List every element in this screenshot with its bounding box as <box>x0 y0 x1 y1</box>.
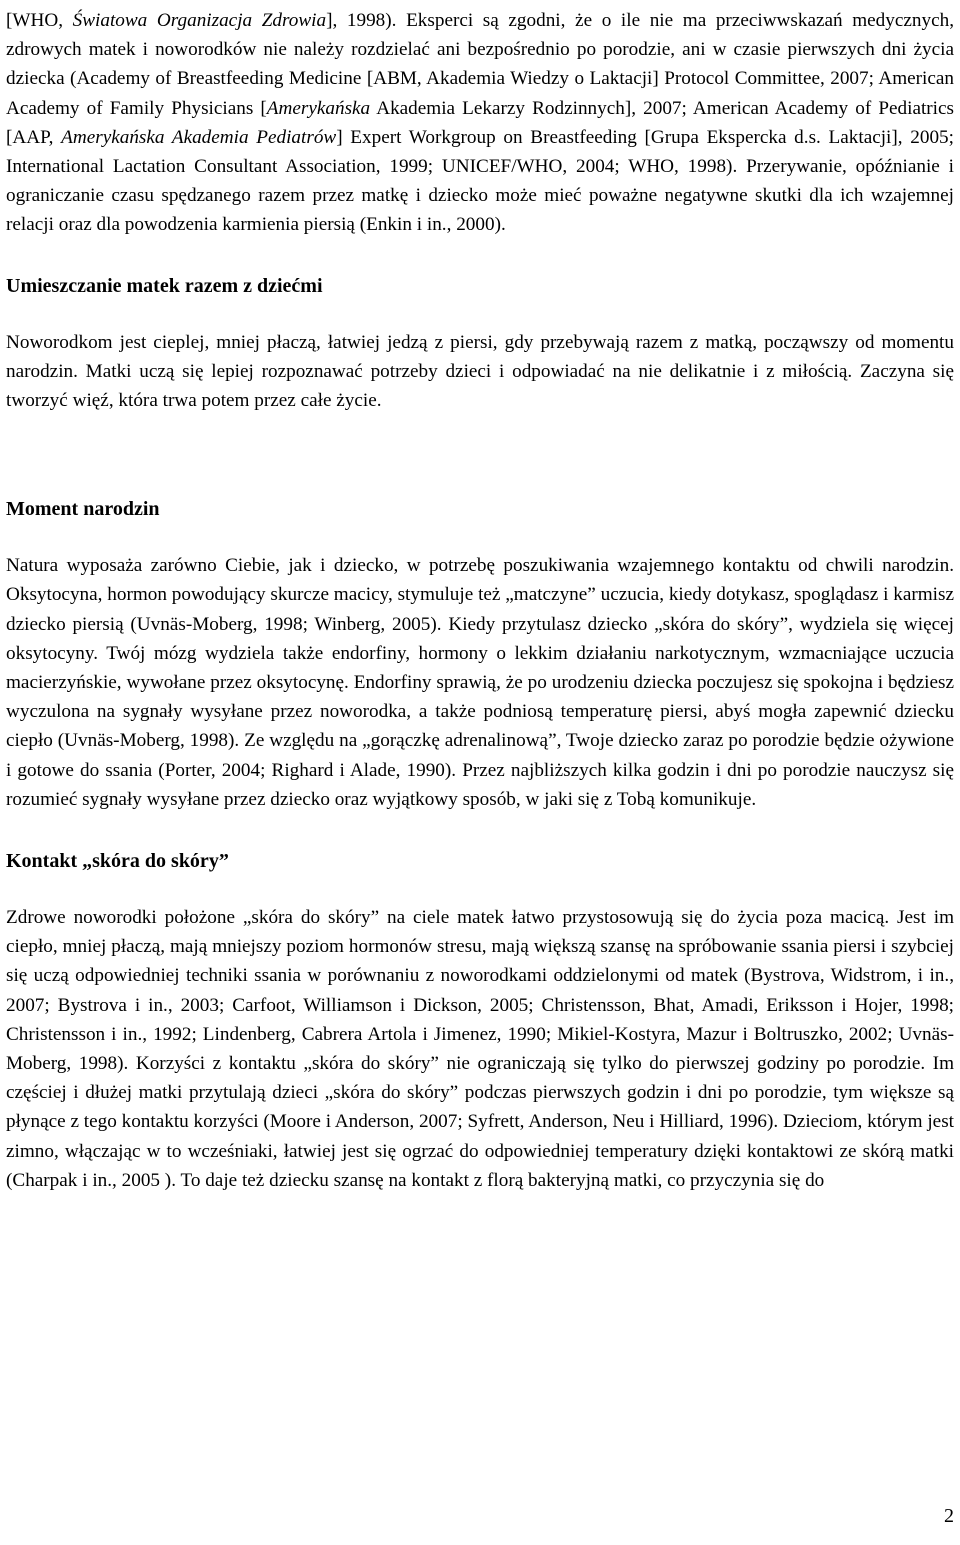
text-run: [WHO, <box>6 10 73 31</box>
document-page <box>6 6 954 1195</box>
text-run: ] Expert Workgroup on Breastfeeding [Grupa Ekspercka d.s. Laktacji], 2005; International Lactation Consultant Association, 1999; UNICEF/WHO, 2004; WHO, 1998). Przerywanie, opóźnianie i ograniczanie czasu spędzanego razem przez matkę i dziecko może mieć poważne negatywne skutki dla ich wzajemnej relacji oraz dla powodzenia karmienia piersią (Enkin i in., 2000). <box>6 126 954 236</box>
section-heading-skin-to-skin: Kontakt „skóra do skóry” <box>6 850 229 873</box>
section-paragraph-rooming-in: Noworodkom jest cieplej, mniej płaczą, łatwiej jedzą z piersi, gdy przebywają razem z matką, począwszy od momentu narodzin. Matki uczą się lepiej rozpoznawać potrzeby dzieci i odpowiadać na nie delikatnie i z miłością. Zaczyna się tworzyć więź, która trwa potem przez całe życie. <box>6 331 954 412</box>
italic-run: Amerykańska Akademia Pediatrów <box>61 126 337 148</box>
italic-run: Amerykańska <box>266 97 371 119</box>
italic-run: Światowa Organizacja Zdrowia <box>72 10 327 31</box>
text-run: ], 1998). Eksperci są zgodni, że o ile nie ma przeciwwskazań medycznych, zdrowych matek i noworodków nie należy rozdzielać ani bezpośrednio po porodzie, ani w czasie pierwszych dni życia dziecka (Academy of Breastfeeding Medicine [ABM, Akademia Wiedzy o Laktacji] Protocol Committee, 2007; American Academy of Family Physicians [ <box>6 10 954 119</box>
section-heading-rooming-in: Umieszczanie matek razem z dziećmi <box>6 274 323 297</box>
section-paragraph-skin-to-skin: Zdrowe noworodki położone „skóra do skóry” na ciele matek łatwo przystosowują się do życia poza macicą. Jest im ciepło, mniej płaczą, mają mniejszy poziom hormonów stresu, mają większą szansę na spróbowanie ssania piersi i szybciej się uczą odpowiedniej techniki ssania w porównaniu z noworodkami oddzielonymi od matek (Bystrova, Widstrom, i in., 2007; Bystrova i in., 2003; Carfoot, Williamson i Dickson, 2005; Christensson, Bhat, Amadi, Eriksson i Hojer, 1998; Christensson i in., 1992; Lindenberg, Cabrera Artola i Jimenez, 1990; Mikiel-Kostyra, Mazur i Boltruszko, 2002; Uvnäs-Moberg, 1998). Korzyści z kontaktu „skóra do skóry” nie ograniczają się tylko do pierwszej godziny po porodzie. Im częściej i dłużej matki przytulają dzieci „skóra do skóry” podczas pierwszych godzin i dni po porodzie, tym większe są płynące z tego kontaktu korzyści (Moore i Anderson, 2007; Syfrett, Anderson, Neu i Hilliard, 1996). Dzieciom, którym jest zimno, włączając w to wcześniaki, łatwiej jest się ogrzać do odpowiedniej temperatury dzięki kontaktowi ze skórą matki (Charpak i in., 2005 ). To daje też dziecku szansę na kontakt z florą bakteryjną matki, co przyczynia się do <box>6 907 954 1191</box>
section-paragraph-birth-moment: Natura wyposaża zarówno Ciebie, jak i dziecko, w potrzebę poszukiwania wzajemnego kontaktu od chwili narodzin. Oksytocyna, hormon powodujący skurcze macicy, stymuluje też „matczyne” uczucia, kiedy dotykasz, spoglądasz i karmisz dziecko piersią (Uvnäs-Moberg, 1998; Winberg, 2005). Kiedy przytulasz dziecko „skóra do skóry”, wydziela się więcej oksytocyny. Twój mózg wydziela także endorfiny, hormony o lekkim działaniu narkotycznym, wzmacniające uczucia macierzyńskie, wywołane przez oksytocynę. Endorfiny sprawią, że po urodzeniu dziecka poczujesz się spokojna i będziesz wyczulona na sygnały wysyłane przez noworodka, a także podniosą temperaturę piersi, abyś mogła zapewnić dziecku ciepło (Uvnäs-Moberg, 1998). Ze względu na „gorączkę adrenalinową”, Twoje dziecko zaraz po porodzie będzie ożywione i gotowe do ssania (Porter, 2004; Righard i Alade, 1990). Przez najbliższych kilka godzin i dni po porodzie nauczysz się rozumieć sygnały wysyłane przez dziecko oraz wyjątkowy sposób, w jaki się z Tobą komunikuje. <box>6 555 954 810</box>
text-run: Akademia Lekarzy Rodzinnych], 2007; American Academy of Pediatrics [AAP, <box>6 97 954 148</box>
intro-paragraph <box>6 6 954 240</box>
page-number: 2 <box>944 1505 954 1527</box>
section-heading-birth-moment: Moment narodzin <box>6 498 160 521</box>
